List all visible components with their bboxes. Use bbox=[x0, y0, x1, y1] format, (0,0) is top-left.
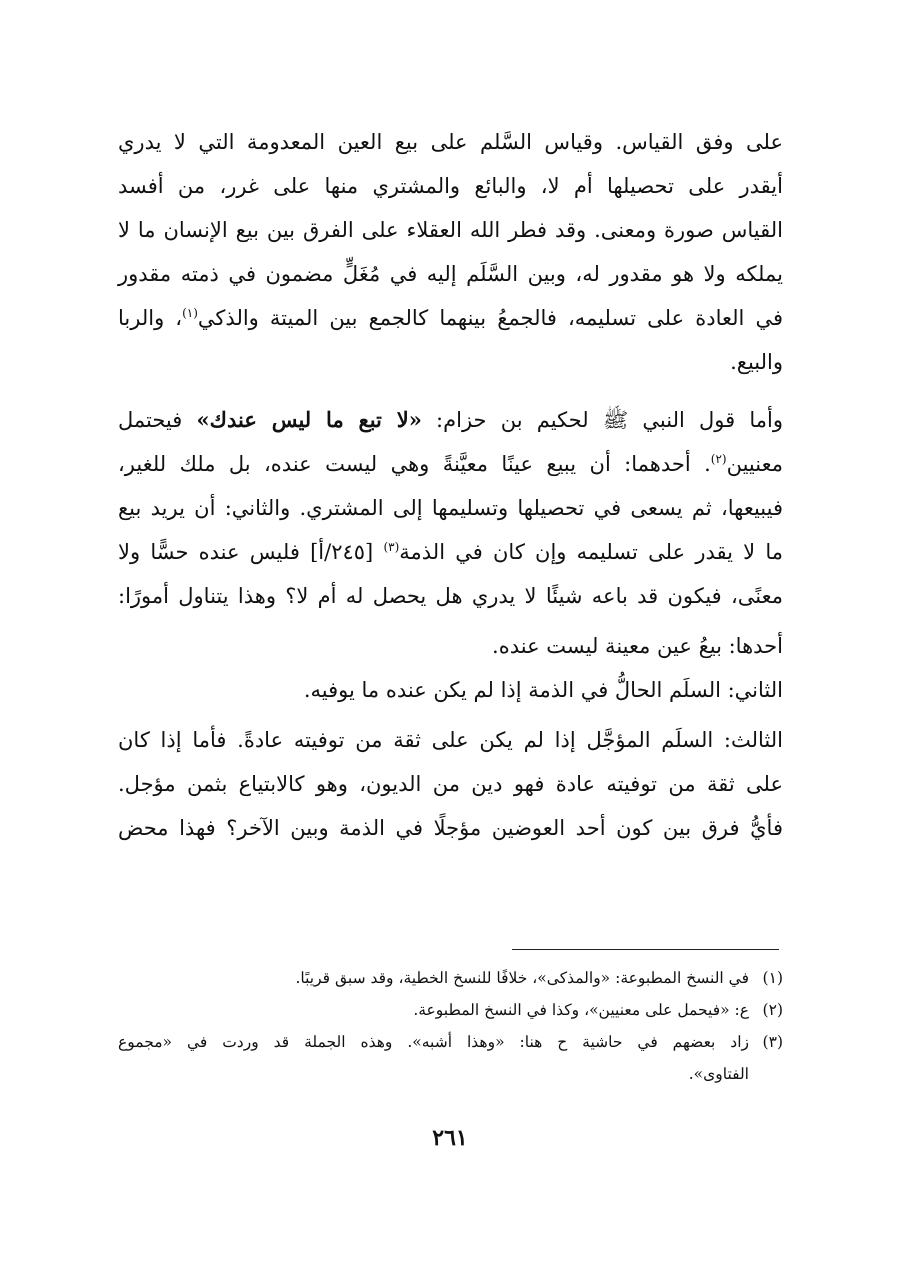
footnote-separator bbox=[512, 949, 779, 950]
text-line: والبيع. bbox=[730, 350, 783, 374]
footnote-text: ع: «فيحمل على معنيين»، وكذا في النسخ المطبوعة. bbox=[413, 1001, 749, 1019]
footnote-number: (١) bbox=[762, 969, 783, 987]
text-line: الثالث: السلَم المؤجَّل إذا لم يكن على ثقة من توفيته عادةً. فأما إذا كان bbox=[118, 728, 783, 752]
text-line: على ثقة من توفيته عادة فهو دين من الديون، وهو كالابتياع بثمن مؤجل. bbox=[118, 772, 783, 796]
text-line bbox=[118, 442, 783, 486]
footnotes bbox=[118, 962, 783, 1090]
footnote-text: زاد بعضهم في حاشية ح هنا: «وهذا أشبه». وهذه الجملة قد وردت في «مجموع bbox=[118, 1033, 749, 1051]
page-number: ٢٦١ bbox=[432, 1125, 468, 1151]
text-line: القياس صورة ومعنى. وقد فطر الله العقلاء على الفرق بين بيع الإنسان ما لا bbox=[118, 218, 783, 242]
text-line bbox=[118, 296, 783, 340]
footnote-number: (٢) bbox=[762, 1001, 783, 1019]
main-text bbox=[118, 120, 783, 850]
text-fragment: وأما قول النبي ﷺ لحكيم بن حزام: bbox=[421, 408, 784, 432]
text-line: فأيُّ فرق بين كون أحد العوضين مؤجلًا في الذمة وبين الآخر؟ فهذا محض bbox=[118, 816, 783, 840]
footnote-text: في النسخ المطبوعة: «والمذكى»، خلافًا للنسخ الخطية، وقد سبق قريبًا. bbox=[295, 969, 749, 987]
text-fragment: معنيين bbox=[726, 452, 783, 476]
footnote bbox=[118, 1026, 783, 1058]
text-fragment: . أحدهما: أن يبيع عينًا معيَّنةً وهي ليست عنده، بل ملك للغير، bbox=[118, 452, 711, 476]
text-fragment: في العادة على تسليمه، فالجمعُ بينهما كالجمع بين الميتة والذكي bbox=[197, 306, 783, 330]
footnote-number: (٣) bbox=[762, 1033, 783, 1051]
text-line: يملكه ولا هو مقدور له، وبين السَّلَم إليه في مُغَلٍّ مضمون في ذمته مقدور bbox=[118, 262, 783, 286]
text-line: على وفق القياس. وقياس السَّلم على بيع العين المعدومة التي لا يدري bbox=[118, 130, 783, 154]
footnote bbox=[118, 962, 783, 994]
footnote-ref: (٢) bbox=[710, 452, 727, 466]
paragraph-gap bbox=[118, 384, 783, 398]
text-line: فيبيعها، ثم يسعى في تحصيلها وتسليمها إلى المشتري. والثاني: أن يريد بيع bbox=[118, 496, 783, 520]
text-line: أيقدر على تحصيلها أم لا، والبائع والمشتري منها على غرر، من أفسد bbox=[118, 174, 783, 198]
footnote bbox=[118, 994, 783, 1026]
hadith-quote: «لا تبع ما ليس عندك» bbox=[196, 407, 422, 432]
text-fragment: ما لا يقدر على تسليمه وإن كان في الذمة bbox=[399, 540, 783, 564]
text-fragment: فيحتمل bbox=[118, 408, 197, 432]
footnote-continuation: الفتاوى». bbox=[688, 1065, 749, 1083]
text-line: معنًى، فيكون قد باعه شيئًا لا يدري هل يحصل له أم لا؟ وهذا يتناول أمورًا: bbox=[118, 584, 783, 608]
text-fragment: [٢٤٥/أ] فليس عنده حسًّا ولا bbox=[118, 540, 384, 564]
footnote-ref: (١) bbox=[182, 306, 198, 320]
footnote-ref: (٣) bbox=[383, 540, 400, 554]
text-fragment: ، والربا bbox=[118, 306, 183, 330]
text-line bbox=[118, 530, 783, 574]
text-line bbox=[118, 398, 783, 442]
list-item: أحدها: بيعُ عين معينة ليست عنده. bbox=[492, 634, 783, 658]
list-item: الثاني: السلَم الحالُّ في الذمة إذا لم يكن عنده ما يوفيه. bbox=[303, 678, 783, 702]
